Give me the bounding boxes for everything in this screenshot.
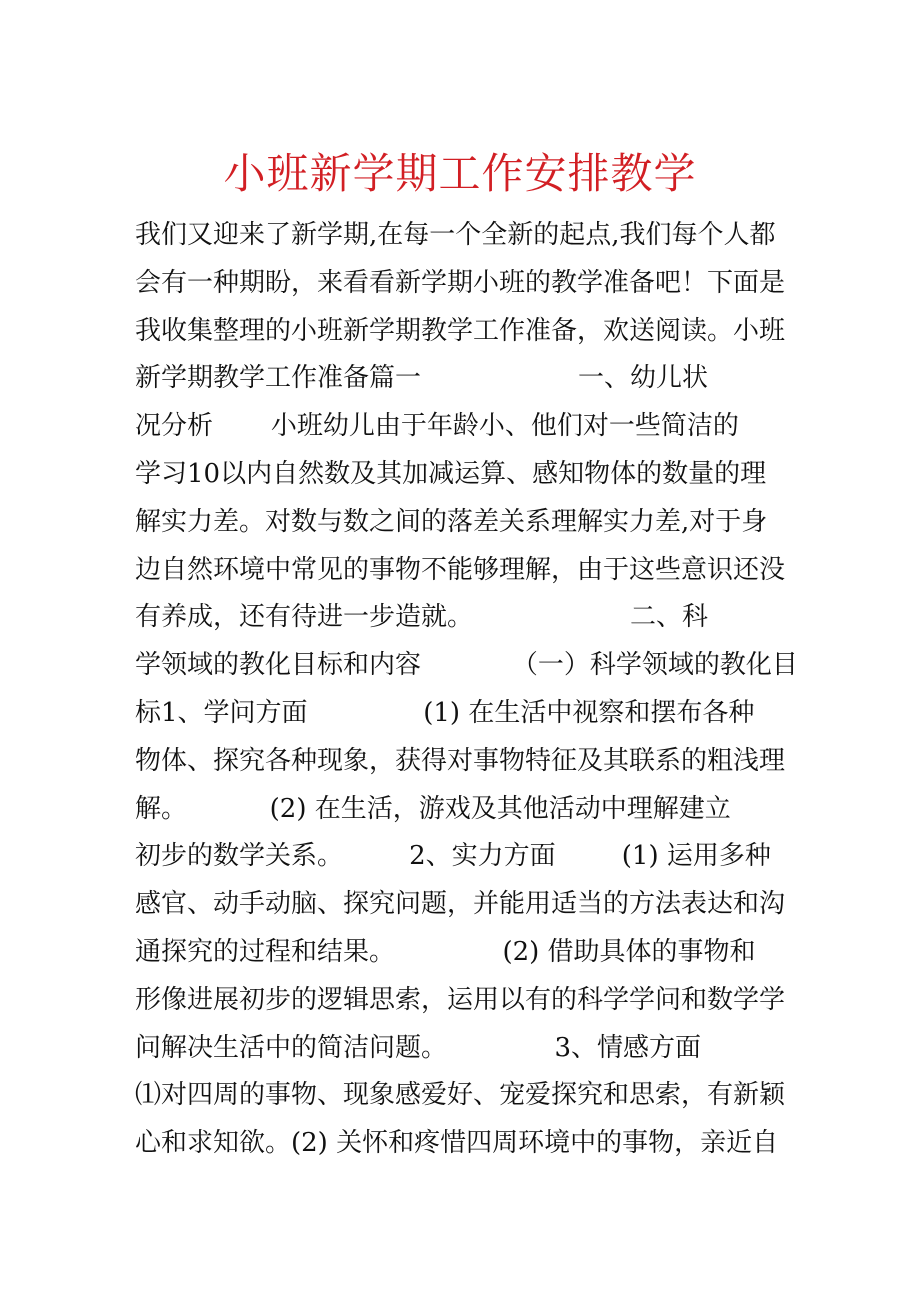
body-line: 边自然环境中常见的事物不能够理解，由于这些意识还没 — [135, 554, 786, 585]
body-line: 况分析 小班幼儿由于年龄小、他们对一些简洁的 — [135, 411, 739, 442]
body-line: 心和求知欲。(2) 关怀和疼惜四周环境中的事物，亲近自 — [135, 1128, 779, 1159]
body-line: ⑴对四周的事物、现象感爱好、宠爱探究和思索，有新颖 — [135, 1080, 786, 1111]
body-line: 形像进展初步的逻辑思索，运用以有的科学学问和数学学 — [135, 984, 786, 1015]
body-line: 初步的数学关系。 2、实力方面 (1) 运用多种 — [135, 841, 771, 872]
body-line: 会有一种期盼，来看看新学期小班的教学准备吧！下面是 — [135, 267, 786, 298]
body-line: 学习10以内自然数及其加减运算、感知物体的数量的理 — [135, 458, 767, 489]
document-body — [135, 212, 800, 1168]
body-line: 通探究的过程和结果。 (2) 借助具体的事物和 — [135, 936, 756, 967]
body-line: 问解决生活中的简洁问题。 3、情感方面 — [135, 1032, 701, 1063]
body-line: 我收集整理的小班新学期教学工作准备，欢送阅读。小班 — [135, 315, 786, 346]
body-line: 标1、学问方面 (1) 在生活中视察和摆布各种 — [135, 697, 755, 728]
body-line: 新学期教学工作准备篇一 一、幼儿状 — [135, 363, 709, 394]
body-line: 解实力差。对数与数之间的落差关系理解实力差,对于身 — [135, 506, 768, 537]
document-title: 小班新学期工作安排教学 — [223, 149, 697, 198]
body-line: 解。 (2) 在生活，游戏及其他活动中理解建立 — [135, 793, 731, 824]
body-line: 我们又迎来了新学期,在每一个全新的起点,我们每个人都 — [135, 220, 776, 250]
body-line: 感官、动手动脑、探究问题，并能用适当的方法表达和沟 — [135, 889, 786, 920]
body-line: 有养成，还有待进一步造就。 二、科 — [135, 602, 709, 633]
body-line: 学领域的教化目标和内容 （一）科学领域的教化目 — [135, 650, 798, 681]
body-line: 物体、探究各种现象，获得对事物特征及其联系的粗浅理 — [135, 745, 786, 776]
